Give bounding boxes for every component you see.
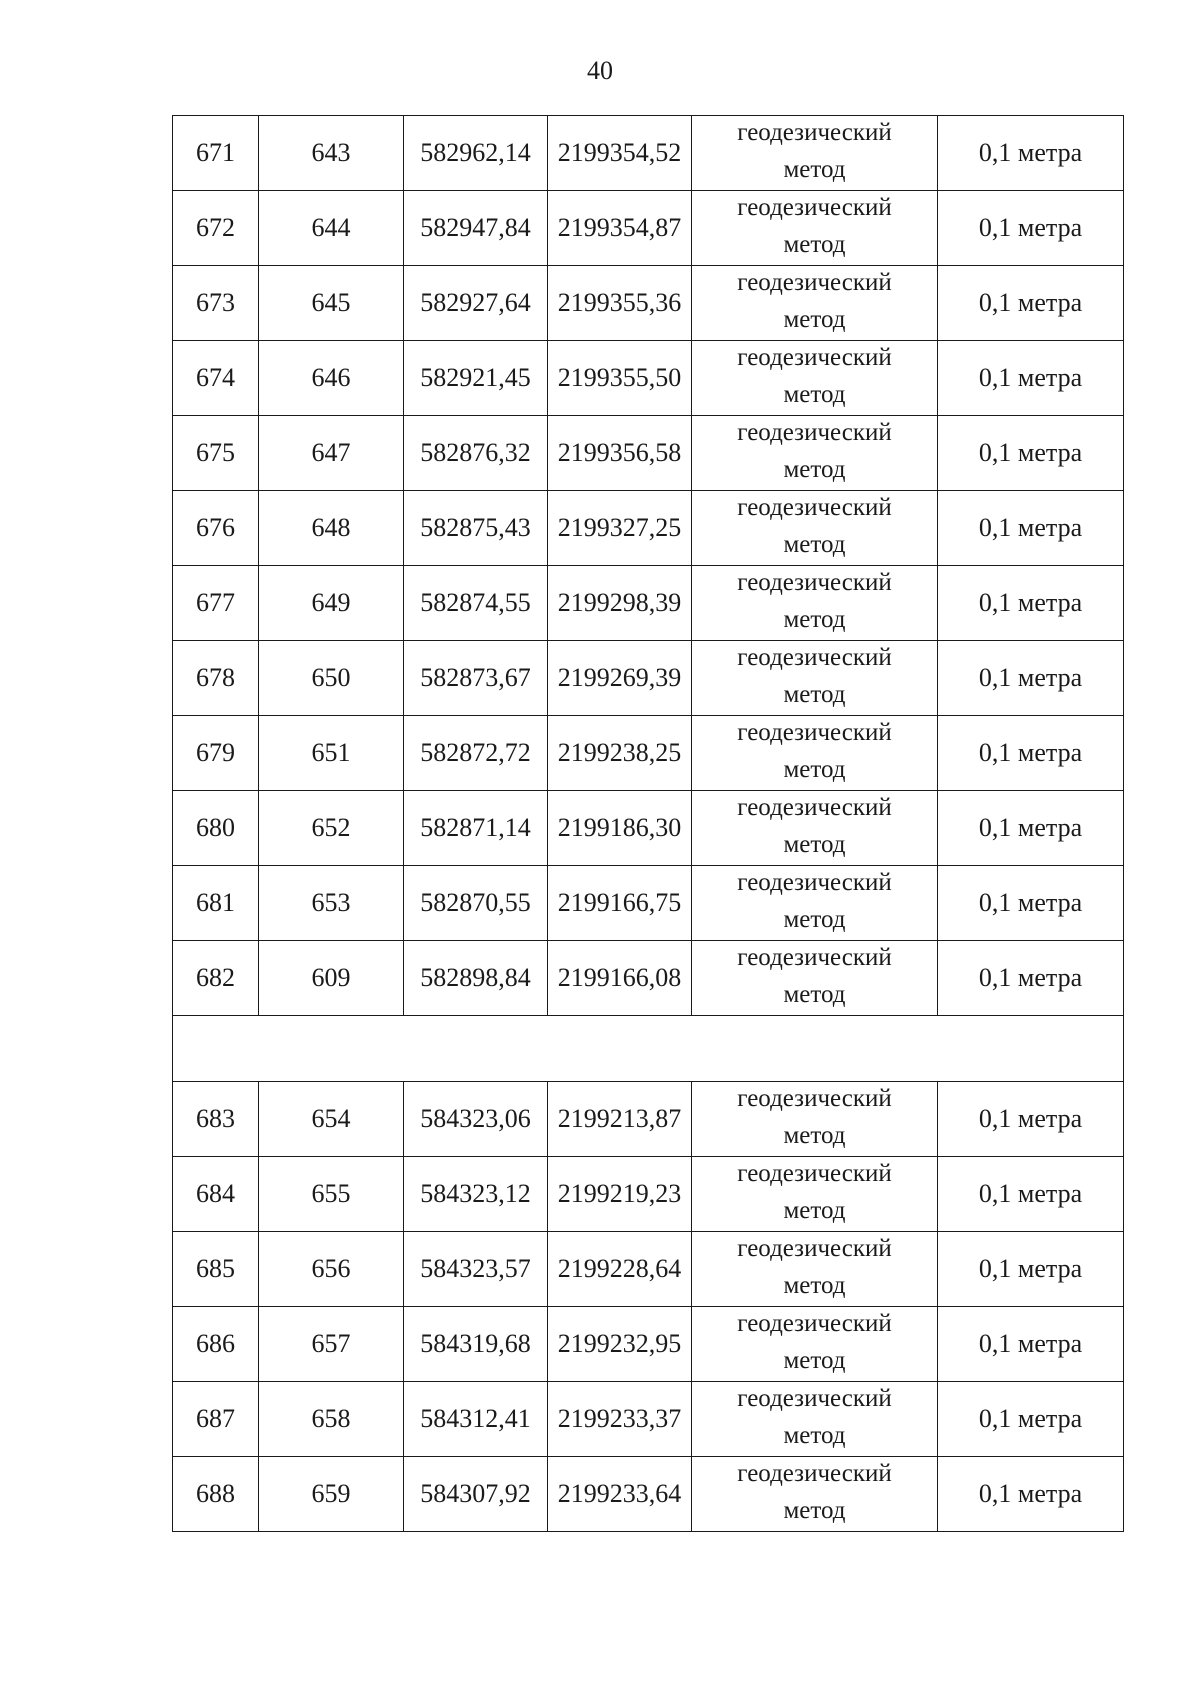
accuracy-cell: 0,1 метра xyxy=(938,866,1124,941)
accuracy-cell: 0,1 метра xyxy=(938,941,1124,1016)
accuracy-cell: 0,1 метра xyxy=(938,1307,1124,1382)
method-line-2: метод xyxy=(783,606,846,633)
row-number-cell: 683 xyxy=(173,1082,259,1157)
point-number-cell: 609 xyxy=(259,941,404,1016)
method-line-2: метод xyxy=(783,531,846,558)
point-number-cell: 646 xyxy=(259,341,404,416)
method-line-2: метод xyxy=(783,1272,846,1299)
table-row xyxy=(173,491,1124,566)
y-coordinate-cell: 2199166,08 xyxy=(548,941,692,1016)
accuracy-cell: 0,1 метра xyxy=(938,1232,1124,1307)
row-number-cell: 684 xyxy=(173,1157,259,1232)
method-cell xyxy=(692,791,938,866)
table-row xyxy=(173,341,1124,416)
x-coordinate-cell: 582921,45 xyxy=(404,341,548,416)
method-cell xyxy=(692,641,938,716)
method-line-2: метод xyxy=(783,1347,846,1374)
method-line-1: геодезический xyxy=(737,419,892,446)
point-number-cell: 654 xyxy=(259,1082,404,1157)
point-number-cell: 647 xyxy=(259,416,404,491)
method-line-1: геодезический xyxy=(737,269,892,296)
method-line-1: геодезический xyxy=(737,1460,892,1487)
row-number-cell: 688 xyxy=(173,1457,259,1532)
accuracy-cell: 0,1 метра xyxy=(938,491,1124,566)
point-number-cell: 648 xyxy=(259,491,404,566)
method-cell xyxy=(692,266,938,341)
point-number-cell: 656 xyxy=(259,1232,404,1307)
y-coordinate-cell: 2199186,30 xyxy=(548,791,692,866)
method-cell xyxy=(692,1157,938,1232)
table-row xyxy=(173,116,1124,191)
method-cell xyxy=(692,491,938,566)
y-coordinate-cell: 2199298,39 xyxy=(548,566,692,641)
table-row xyxy=(173,1082,1124,1157)
x-coordinate-cell: 584323,57 xyxy=(404,1232,548,1307)
table-row xyxy=(173,791,1124,866)
table-row xyxy=(173,566,1124,641)
method-line-1: геодезический xyxy=(737,1310,892,1337)
x-coordinate-cell: 582873,67 xyxy=(404,641,548,716)
y-coordinate-cell: 2199354,87 xyxy=(548,191,692,266)
x-coordinate-cell: 584323,12 xyxy=(404,1157,548,1232)
method-cell xyxy=(692,191,938,266)
x-coordinate-cell: 584323,06 xyxy=(404,1082,548,1157)
accuracy-cell: 0,1 метра xyxy=(938,716,1124,791)
accuracy-cell: 0,1 метра xyxy=(938,566,1124,641)
y-coordinate-cell: 2199166,75 xyxy=(548,866,692,941)
method-cell xyxy=(692,716,938,791)
accuracy-cell: 0,1 метра xyxy=(938,116,1124,191)
point-number-cell: 650 xyxy=(259,641,404,716)
x-coordinate-cell: 582872,72 xyxy=(404,716,548,791)
method-line-2: метод xyxy=(783,981,846,1008)
method-line-1: геодезический xyxy=(737,119,892,146)
row-number-cell: 682 xyxy=(173,941,259,1016)
table-row xyxy=(173,1232,1124,1307)
table-row xyxy=(173,716,1124,791)
y-coordinate-cell: 2199355,50 xyxy=(548,341,692,416)
separator-cell xyxy=(173,1016,1124,1082)
point-number-cell: 657 xyxy=(259,1307,404,1382)
x-coordinate-cell: 582870,55 xyxy=(404,866,548,941)
separator-row xyxy=(173,1016,1124,1082)
x-coordinate-cell: 582927,64 xyxy=(404,266,548,341)
point-number-cell: 643 xyxy=(259,116,404,191)
method-line-1: геодезический xyxy=(737,1385,892,1412)
method-line-2: метод xyxy=(783,756,846,783)
x-coordinate-cell: 582871,14 xyxy=(404,791,548,866)
table-row xyxy=(173,191,1124,266)
table-row xyxy=(173,1457,1124,1532)
method-line-1: геодезический xyxy=(737,794,892,821)
method-line-1: геодезический xyxy=(737,344,892,371)
method-line-2: метод xyxy=(783,1197,846,1224)
table-row xyxy=(173,1307,1124,1382)
row-number-cell: 678 xyxy=(173,641,259,716)
y-coordinate-cell: 2199233,37 xyxy=(548,1382,692,1457)
method-line-1: геодезический xyxy=(737,944,892,971)
row-number-cell: 674 xyxy=(173,341,259,416)
method-cell xyxy=(692,1232,938,1307)
method-line-2: метод xyxy=(783,681,846,708)
row-number-cell: 687 xyxy=(173,1382,259,1457)
table-section-b xyxy=(173,1082,1124,1532)
method-line-1: геодезический xyxy=(737,869,892,896)
method-cell xyxy=(692,566,938,641)
table-row xyxy=(173,416,1124,491)
method-line-2: метод xyxy=(783,1422,846,1449)
y-coordinate-cell: 2199356,58 xyxy=(548,416,692,491)
x-coordinate-cell: 584319,68 xyxy=(404,1307,548,1382)
method-cell xyxy=(692,941,938,1016)
point-number-cell: 658 xyxy=(259,1382,404,1457)
row-number-cell: 681 xyxy=(173,866,259,941)
accuracy-cell: 0,1 метра xyxy=(938,191,1124,266)
method-line-1: геодезический xyxy=(737,569,892,596)
method-cell xyxy=(692,1382,938,1457)
accuracy-cell: 0,1 метра xyxy=(938,1082,1124,1157)
x-coordinate-cell: 582947,84 xyxy=(404,191,548,266)
point-number-cell: 659 xyxy=(259,1457,404,1532)
y-coordinate-cell: 2199327,25 xyxy=(548,491,692,566)
table-row xyxy=(173,1157,1124,1232)
y-coordinate-cell: 2199233,64 xyxy=(548,1457,692,1532)
row-number-cell: 672 xyxy=(173,191,259,266)
table-row xyxy=(173,866,1124,941)
row-number-cell: 680 xyxy=(173,791,259,866)
method-cell xyxy=(692,1307,938,1382)
row-number-cell: 686 xyxy=(173,1307,259,1382)
row-number-cell: 679 xyxy=(173,716,259,791)
method-cell xyxy=(692,1457,938,1532)
x-coordinate-cell: 582898,84 xyxy=(404,941,548,1016)
method-line-2: метод xyxy=(783,906,846,933)
x-coordinate-cell: 582876,32 xyxy=(404,416,548,491)
method-line-2: метод xyxy=(783,306,846,333)
accuracy-cell: 0,1 метра xyxy=(938,1157,1124,1232)
method-line-1: геодезический xyxy=(737,1235,892,1262)
row-number-cell: 677 xyxy=(173,566,259,641)
point-number-cell: 652 xyxy=(259,791,404,866)
row-number-cell: 676 xyxy=(173,491,259,566)
x-coordinate-cell: 584312,41 xyxy=(404,1382,548,1457)
accuracy-cell: 0,1 метра xyxy=(938,1457,1124,1532)
table-row xyxy=(173,941,1124,1016)
y-coordinate-cell: 2199354,52 xyxy=(548,116,692,191)
point-number-cell: 644 xyxy=(259,191,404,266)
method-line-1: геодезический xyxy=(737,719,892,746)
row-number-cell: 673 xyxy=(173,266,259,341)
method-line-2: метод xyxy=(783,456,846,483)
y-coordinate-cell: 2199355,36 xyxy=(548,266,692,341)
point-number-cell: 653 xyxy=(259,866,404,941)
y-coordinate-cell: 2199232,95 xyxy=(548,1307,692,1382)
method-cell xyxy=(692,866,938,941)
method-line-1: геодезический xyxy=(737,1085,892,1112)
y-coordinate-cell: 2199219,23 xyxy=(548,1157,692,1232)
y-coordinate-cell: 2199238,25 xyxy=(548,716,692,791)
y-coordinate-cell: 2199228,64 xyxy=(548,1232,692,1307)
accuracy-cell: 0,1 метра xyxy=(938,791,1124,866)
method-line-1: геодезический xyxy=(737,494,892,521)
point-number-cell: 655 xyxy=(259,1157,404,1232)
method-line-2: метод xyxy=(783,231,846,258)
method-line-2: метод xyxy=(783,156,846,183)
row-number-cell: 685 xyxy=(173,1232,259,1307)
table-section-a xyxy=(173,116,1124,1016)
row-number-cell: 671 xyxy=(173,116,259,191)
x-coordinate-cell: 582962,14 xyxy=(404,116,548,191)
method-line-2: метод xyxy=(783,1497,846,1524)
accuracy-cell: 0,1 метра xyxy=(938,266,1124,341)
method-line-2: метод xyxy=(783,831,846,858)
table-row xyxy=(173,266,1124,341)
method-cell xyxy=(692,1082,938,1157)
accuracy-cell: 0,1 метра xyxy=(938,416,1124,491)
y-coordinate-cell: 2199213,87 xyxy=(548,1082,692,1157)
coordinates-table xyxy=(172,115,1124,1532)
method-line-2: метод xyxy=(783,1122,846,1149)
table-separator xyxy=(173,1016,1124,1082)
x-coordinate-cell: 584307,92 xyxy=(404,1457,548,1532)
accuracy-cell: 0,1 метра xyxy=(938,1382,1124,1457)
y-coordinate-cell: 2199269,39 xyxy=(548,641,692,716)
point-number-cell: 645 xyxy=(259,266,404,341)
method-line-1: геодезический xyxy=(737,1160,892,1187)
method-line-2: метод xyxy=(783,381,846,408)
method-cell xyxy=(692,116,938,191)
method-cell xyxy=(692,416,938,491)
point-number-cell: 651 xyxy=(259,716,404,791)
table-row xyxy=(173,1382,1124,1457)
x-coordinate-cell: 582874,55 xyxy=(404,566,548,641)
method-cell xyxy=(692,341,938,416)
page-number: 40 xyxy=(587,56,613,85)
x-coordinate-cell: 582875,43 xyxy=(404,491,548,566)
accuracy-cell: 0,1 метра xyxy=(938,641,1124,716)
accuracy-cell: 0,1 метра xyxy=(938,341,1124,416)
row-number-cell: 675 xyxy=(173,416,259,491)
table-row xyxy=(173,641,1124,716)
point-number-cell: 649 xyxy=(259,566,404,641)
method-line-1: геодезический xyxy=(737,644,892,671)
method-line-1: геодезический xyxy=(737,194,892,221)
